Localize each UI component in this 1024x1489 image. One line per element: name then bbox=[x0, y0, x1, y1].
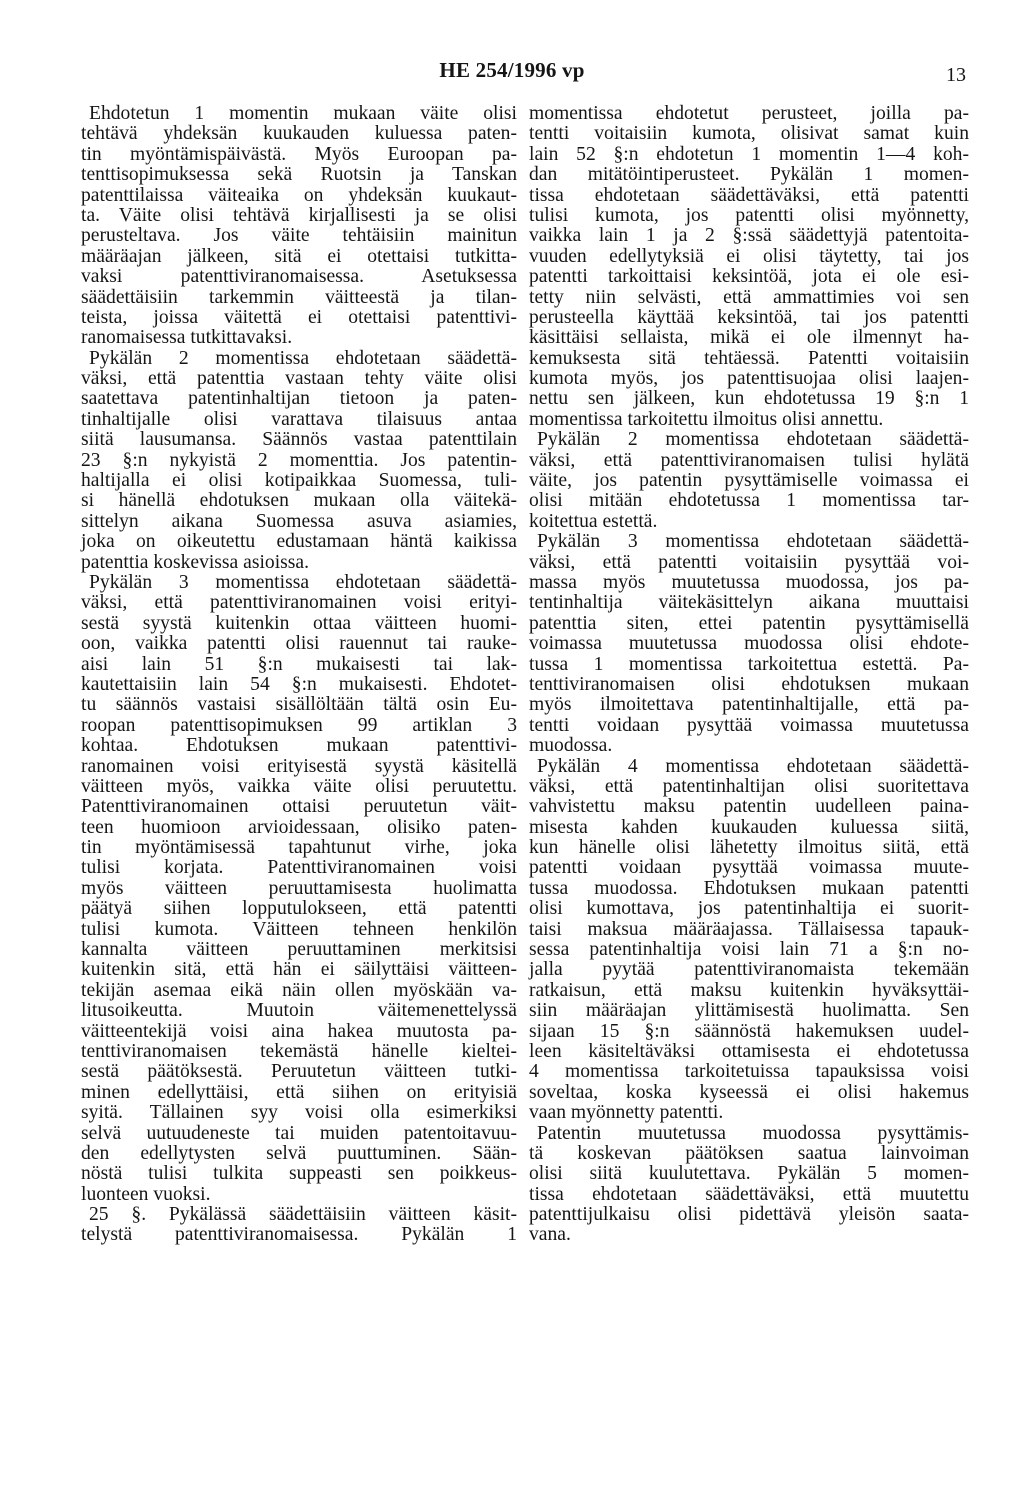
text-line: tissa ehdotetaan säädettäväksi, että patentti bbox=[529, 184, 969, 206]
text-line: tentinhaltija väitekäsittelyn aikana muuttaisi bbox=[529, 592, 969, 614]
text-line: lain 52 §:n ehdotetun 1 momentin 1—4 koh- bbox=[529, 143, 969, 165]
text-line: kemuksesta sitä tehtäessä. Patentti voitaisiin bbox=[529, 347, 969, 369]
left-text-column bbox=[81, 104, 517, 1246]
text-line: tulisi korjata. Patenttiviranomainen voisi bbox=[81, 857, 517, 879]
text-line: väite, jos patentin pysyttämiselle voimassa ei bbox=[529, 470, 969, 492]
text-line: teista, joissa väitettä ei otettaisi patenttivi- bbox=[81, 306, 517, 328]
text-line: tussa 1 momentissa tarkoitettua estettä. Pa- bbox=[529, 653, 969, 675]
text-line: Patentin muutetussa muodossa pysyttämis- bbox=[537, 1122, 969, 1144]
text-line: roopan patenttisopimuksen 99 artiklan 3 bbox=[81, 714, 517, 736]
text-line: kautettaisiin lain 54 §:n mukaisesti. Ehdotet- bbox=[81, 673, 517, 695]
text-line: kannalta väitteen peruuttaminen merkitsisi bbox=[81, 939, 517, 961]
text-line: momentissa tarkoitettu ilmoitus olisi annettu. bbox=[529, 408, 884, 430]
text-line: koitettua estettä. bbox=[529, 510, 658, 532]
text-line: kun hänelle olisi lähetetty ilmoitus siitä, että bbox=[529, 837, 969, 859]
text-line: väksi, että patenttiviranomaisen tulisi hylätä bbox=[529, 449, 969, 471]
text-line: litusoikeutta. Muutoin väitemenettelyssä bbox=[81, 1000, 517, 1022]
text-line: vaikka lain 1 ja 2 §:ssä säädettyjä patentoita- bbox=[529, 225, 969, 247]
text-line: dan mitätöintiperusteet. Pykälän 1 momen- bbox=[529, 164, 969, 186]
text-line: 4 momentissa tarkoitetuissa tapauksissa voisi bbox=[529, 1061, 969, 1083]
text-line: massa myös muutetussa muodossa, jos pa- bbox=[529, 571, 969, 593]
text-line: Pykälän 2 momentissa ehdotetaan säädettä- bbox=[537, 429, 969, 451]
text-line: nettu sen jälkeen, kun ehdotetussa 19 §:n 1 bbox=[529, 388, 969, 410]
text-line: säädettäisiin tarkemmin väitteestä ja tilan- bbox=[81, 286, 517, 308]
right-text-column bbox=[529, 104, 969, 1246]
text-line: ranomainen voisi erityisestä syystä käsitellä bbox=[81, 755, 517, 777]
text-line: vaan myönnetty patentti. bbox=[529, 1102, 724, 1124]
text-line: Pykälän 4 momentissa ehdotetaan säädettä- bbox=[537, 755, 969, 777]
text-line: tentti voitaisiin kumota, olisivat samat kuin bbox=[529, 123, 969, 145]
text-line: ta. Väite olisi tehtävä kirjallisesti ja se olisi bbox=[81, 204, 517, 226]
text-line: leen käsiteltäväksi ottamisesta ei ehdotetussa bbox=[529, 1040, 969, 1062]
text-line: väitteentekijä voisi aina hakea muutosta pa- bbox=[81, 1020, 517, 1042]
text-line: kuitenkin sitä, että hän ei säilyttäisi väitteen- bbox=[81, 959, 517, 981]
text-line: soveltaa, koska kyseessä ei olisi hakemus bbox=[529, 1081, 969, 1103]
text-line: ratkaisun, että maksu kuitenkin hyväksyttäi- bbox=[529, 979, 969, 1001]
text-line: luonteen vuoksi. bbox=[81, 1183, 211, 1205]
text-line: sestä syystä kuitenkin ottaa väitteen huomi- bbox=[81, 612, 517, 634]
text-line: misesta kahden kuukauden kuluessa siitä, bbox=[529, 816, 969, 838]
text-line: patentti voidaan pysyttää voimassa muute- bbox=[529, 857, 969, 879]
text-line: patenttia siten, ettei patentin pysyttämisellä bbox=[529, 612, 969, 634]
text-line: myös ilmoitettava patentinhaltijalle, että pa- bbox=[529, 694, 969, 716]
text-line: patenttilaissa väiteaika on yhdeksän kuukaut- bbox=[81, 184, 517, 206]
text-line: olisi siitä kuulutettava. Pykälän 5 momen- bbox=[529, 1163, 969, 1185]
text-line: tulisi kumota. Väitteen tehneen henkilön bbox=[81, 918, 517, 940]
text-line: tu säännös vastaisi sisällöltään tältä osin Eu- bbox=[81, 694, 517, 716]
text-line: tin myöntämisessä tapahtunut virhe, joka bbox=[81, 837, 517, 859]
text-line: Ehdotetun 1 momentin mukaan väite olisi bbox=[89, 103, 517, 124]
text-line: väitteen myös, vaikka väite olisi peruutettu. bbox=[81, 775, 517, 797]
text-line: aisi lain 51 §:n mukaisesti tai lak- bbox=[81, 653, 517, 675]
text-line: ranomaisessa tutkittavaksi. bbox=[81, 327, 293, 349]
text-line: minen edellyttäisi, että siihen on erityisiä bbox=[81, 1081, 517, 1103]
text-line: 23 §:n nykyistä 2 momenttia. Jos patentin- bbox=[81, 449, 517, 471]
text-line: päätyä siihen lopputulokseen, että patentti bbox=[81, 898, 517, 920]
text-line: siin määräajan ylittämisestä huolimatta. Sen bbox=[529, 1000, 969, 1022]
text-line: nöstä tulisi tulkita suppeasti sen poikkeus- bbox=[81, 1163, 517, 1185]
text-line: joka on oikeutettu edustamaan häntä kaikissa bbox=[81, 531, 517, 553]
text-line: tulisi kumota, jos patentti olisi myönnetty, bbox=[529, 204, 969, 226]
text-line: sessa patentinhaltija voisi lain 71 a §:n no- bbox=[529, 939, 969, 961]
text-line: 25 §. Pykälässä säädettäisiin väitteen käsit- bbox=[89, 1204, 517, 1226]
text-line: kohtaa. Ehdotuksen mukaan patenttivi- bbox=[81, 735, 517, 757]
text-line: patentti tarkoittaisi keksintöä, jota ei ole esi- bbox=[529, 266, 969, 288]
text-line: sittelyn aikana Suomessa asuva asiamies, bbox=[81, 510, 517, 532]
text-line: telystä patenttiviranomaisessa. Pykälän 1 bbox=[81, 1224, 517, 1246]
text-line: tekijän asemaa eikä näin ollen myöskään va- bbox=[81, 979, 517, 1001]
text-line: tussa muodossa. Ehdotuksen mukaan patentti bbox=[529, 877, 969, 899]
text-line: sestä päätöksestä. Peruutetun väitteen tutki- bbox=[81, 1061, 517, 1083]
text-line: perusteella käyttää keksintöä, tai jos patentti bbox=[529, 306, 969, 328]
text-line: tinhaltijalle olisi varattava tilaisuus antaa bbox=[81, 408, 517, 430]
text-line: haltijalla ei olisi kotipaikkaa Suomessa, tuli- bbox=[81, 470, 517, 492]
text-line: Patenttiviranomainen ottaisi peruutetun väit- bbox=[81, 796, 517, 818]
text-line: tehtävä yhdeksän kuukauden kuluessa paten- bbox=[81, 123, 517, 145]
text-line: tetty niin selvästi, että ammattimies voi sen bbox=[529, 286, 969, 308]
text-line: momentissa ehdotetut perusteet, joilla pa- bbox=[529, 103, 969, 124]
text-line: määräajan jälkeen, sitä ei otettaisi tutkitta- bbox=[81, 245, 517, 267]
text-line: olisi mitään ehdotetussa 1 momentissa tar- bbox=[529, 490, 969, 512]
text-line: syitä. Tällainen syy voisi olla esimerkiksi bbox=[81, 1102, 517, 1124]
text-line: kumota myös, jos patenttisuojaa olisi laajen- bbox=[529, 368, 969, 390]
text-line: voimassa muutetussa muodossa olisi ehdote- bbox=[529, 633, 969, 655]
text-line: tenttisopimuksessa sekä Ruotsin ja Tanskan bbox=[81, 164, 517, 186]
text-line: käsittäisi sellaista, mikä ei ole ilmennyt ha- bbox=[529, 327, 969, 349]
document-id: HE 254/1996 vp bbox=[439, 58, 585, 82]
text-line: tin myöntämispäivästä. Myös Euroopan pa- bbox=[81, 143, 517, 165]
text-line: si hänellä ehdotuksen mukaan olla väitekä- bbox=[81, 490, 517, 512]
text-line: vana. bbox=[529, 1224, 571, 1246]
text-line: vaksi patenttiviranomaisessa. Asetuksessa bbox=[81, 266, 517, 288]
text-line: teen huomioon arvioidessaan, olisiko paten- bbox=[81, 816, 517, 838]
text-line: väksi, että patentinhaltijan olisi suoritettava bbox=[529, 775, 969, 797]
text-line: jalla pyytää patenttiviranomaista tekemään bbox=[529, 959, 969, 981]
text-line: väksi, että patenttia vastaan tehty väite olisi bbox=[81, 368, 517, 390]
text-line: tissa ehdotetaan säädettäväksi, että muutettu bbox=[529, 1183, 969, 1205]
text-line: tä koskevan päätöksen saatua lainvoiman bbox=[529, 1142, 969, 1164]
page-number: 13 bbox=[946, 64, 966, 86]
text-line: taisi maksua määräajassa. Tällaisessa tapauk- bbox=[529, 918, 969, 940]
text-line: vuuden edellytyksiä ei olisi täytetty, tai jos bbox=[529, 245, 969, 267]
text-line: väksi, että patenttiviranomainen voisi erityi- bbox=[81, 592, 517, 614]
text-line: siitä lausumansa. Säännös vastaa patenttilain bbox=[81, 429, 517, 451]
text-line: tenttiviranomaisen olisi ehdotuksen mukaan bbox=[529, 673, 969, 695]
text-line: oon, vaikka patentti olisi rauennut tai rauke- bbox=[81, 633, 517, 655]
text-line: olisi kumottava, jos patentinhaltija ei suorit- bbox=[529, 898, 969, 920]
text-line: muodossa. bbox=[529, 735, 613, 757]
text-line: patenttijulkaisu olisi pidettävä yleisön saata- bbox=[529, 1204, 969, 1226]
text-line: saatettava patentinhaltijan tietoon ja paten- bbox=[81, 388, 517, 410]
text-line: tenttiviranomaisen tekemästä hänelle kieltei- bbox=[81, 1040, 517, 1062]
text-line: patenttia koskevissa asioissa. bbox=[81, 551, 310, 573]
text-line: Pykälän 3 momentissa ehdotetaan säädettä- bbox=[537, 531, 969, 553]
text-line: tentti voidaan pysyttää voimassa muutetussa bbox=[529, 714, 969, 736]
text-line: myös väitteen peruuttamisesta huolimatta bbox=[81, 877, 517, 899]
page-header bbox=[0, 58, 1024, 98]
text-line: sijaan 15 §:n säännöstä hakemuksen uudel- bbox=[529, 1020, 969, 1042]
text-line: den edellytysten selvä puuttuminen. Sään- bbox=[81, 1142, 517, 1164]
text-line: perusteltava. Jos väite tehtäisiin mainitun bbox=[81, 225, 517, 247]
text-line: vahvistettu maksu patentin uudelleen paina- bbox=[529, 796, 969, 818]
text-line: Pykälän 2 momentissa ehdotetaan säädettä- bbox=[89, 347, 517, 369]
text-line: väksi, että patentti voitaisiin pysyttää voi- bbox=[529, 551, 969, 573]
text-line: selvä uutuudeneste tai muiden patentoitavuu- bbox=[81, 1122, 517, 1144]
text-line: Pykälän 3 momentissa ehdotetaan säädettä- bbox=[89, 571, 517, 593]
